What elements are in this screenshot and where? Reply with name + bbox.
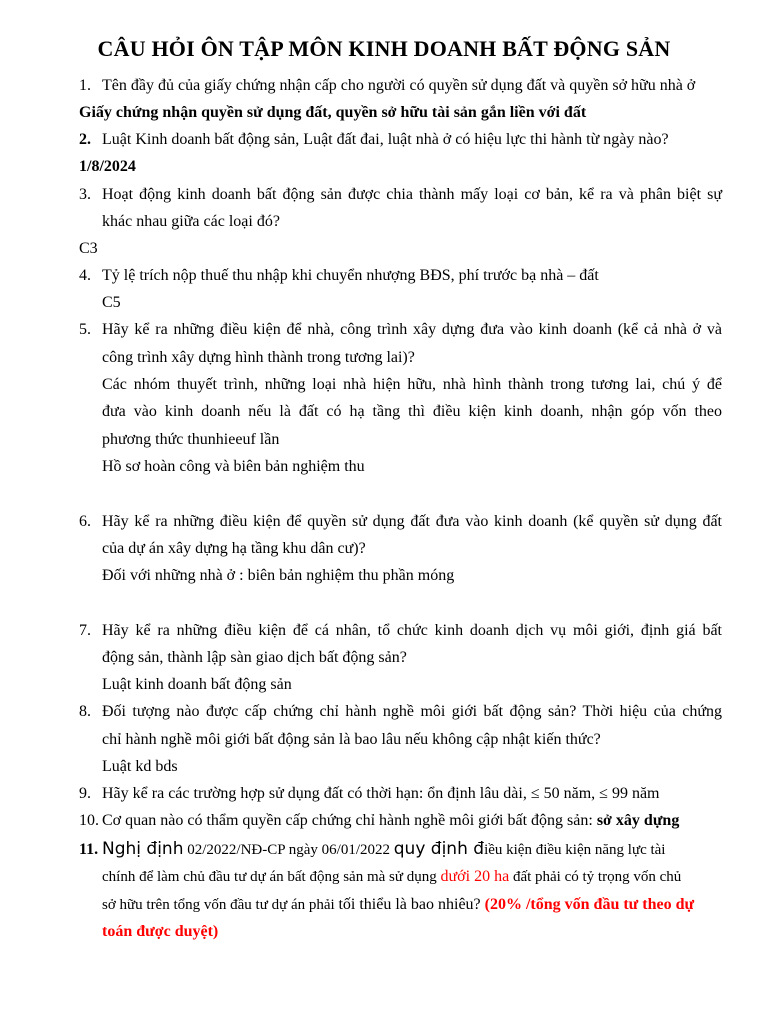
q10-number: 10.: [79, 812, 99, 829]
q7-line-2: động sản, thành lập sàn giao dịch bất động sản?: [102, 649, 407, 666]
q8-line-2: chỉ hành nghề môi giới bất động sản là bao lâu nếu không cập nhật kiến thức?: [102, 731, 601, 748]
q1-answer-a: Giấy chứng nhận quyền sử dụng đất: [79, 104, 328, 121]
q2-text: Luật Kinh doanh bất động sản, Luật đất đai, luật nhà ở có hiệu lực thi hành từ ngày nào?: [102, 131, 669, 148]
q5-answer-4: Hồ sơ hoàn công và biên bản nghiệm thu: [102, 458, 365, 475]
q5-line-2: công trình xây dựng hình thành trong tương lai)?: [102, 349, 415, 366]
q3-line-1: Hoạt động kinh doanh bất động sản được chia thành mấy loại cơ bản, kể ra và phân biệt sự: [102, 186, 722, 203]
q11-line-2-a: chính để làm chủ đầu tư dự án bất động sản mà sử dụng: [102, 869, 441, 885]
q2-number: 2.: [79, 131, 91, 148]
q6-line-2: của dự án xây dựng hạ tầng khu dân cư)?: [102, 540, 366, 557]
page-title: CÂU HỎI ÔN TẬP MÔN KINH DOANH BẤT ĐỘNG SẢN: [97, 36, 671, 61]
q11-number: 11.: [79, 841, 99, 858]
q6-number: 6.: [79, 513, 91, 530]
q1-answer-sep: ,: [327, 104, 336, 121]
q5-number: 5.: [79, 321, 91, 338]
q5-answer-3: phương thức thunhieeuf lần: [102, 431, 280, 448]
q11-regulates: quy định đ: [393, 839, 485, 859]
q1-answer: [79, 103, 586, 123]
q11-line-2-b: đất phải có tỷ trọng vốn chủ: [509, 869, 682, 885]
q9-number: 9.: [79, 785, 91, 802]
q8-line-1: Đối tượng nào được cấp chứng chỉ hành nghề môi giới bất động sản? Thời hiệu của chứng: [102, 703, 722, 720]
q8-answer: Luật kd bds: [102, 758, 178, 775]
q7-answer: Luật kinh doanh bất động sản: [102, 676, 292, 693]
q4-text: Tỷ lệ trích nộp thuế thu nhập khi chuyển nhượng BĐS, phí trước bạ nhà – đất: [102, 267, 599, 284]
q11-line-3-b: tối thiểu là bao nhiêu?: [338, 896, 485, 913]
q5-answer-1: Các nhóm thuyết trình, những loại nhà hiện hữu, nhà hình thành trong tương lai, chú ý để: [102, 376, 722, 393]
q5-answer-2: đưa vào kinh doanh nếu là đất có hạ tầng thì điều kiện kinh doanh, nhận góp vốn theo: [102, 403, 722, 420]
q11-decree-number: 02/2022/NĐ-CP ngày 06/01/2022: [183, 842, 394, 858]
q11-area-highlight: dưới 20 ha: [440, 868, 510, 885]
q4-number: 4.: [79, 267, 91, 284]
q11-answer-part-2: toán được duyệt): [102, 923, 219, 940]
q4-answer: C5: [102, 294, 121, 311]
q11-answer-part-1: (20% /tổng vốn đầu tư theo dự: [484, 896, 695, 913]
q6-answer: Đối với những nhà ở : biên bản nghiệm thu phần móng: [102, 567, 455, 584]
q11-line-1: [102, 839, 665, 860]
q1-answer-b: quyền sở hữu tài sản gắn liền với đất: [335, 104, 587, 121]
q11-line-3: [102, 895, 694, 915]
q1-text: Tên đầy đủ của giấy chứng nhận cấp cho người có quyền sử dụng đất và quyền sở hữu nhà ở: [102, 77, 696, 94]
q10-answer: sở xây dựng: [596, 812, 680, 829]
q11-line-2: [102, 867, 681, 887]
q9-text: Hãy kể ra các trường hợp sử dụng đất có thời hạn: ổn định lâu dài, ≤ 50 năm, ≤ 99 năm: [102, 785, 660, 802]
q11-line-1-rest: iều kiện điều kiện năng lực tài: [484, 842, 666, 858]
q3-line-2: khác nhau giữa các loại đó?: [102, 213, 280, 230]
q11-decree-label: Nghị định: [102, 839, 184, 859]
q3-number: 3.: [79, 186, 91, 203]
q2-answer: 1/8/2024: [79, 158, 136, 175]
q10-question: Cơ quan nào có thẩm quyền cấp chứng chỉ hành nghề môi giới bất động sản:: [102, 812, 597, 829]
q3-answer: C3: [79, 240, 98, 257]
q6-line-1: Hãy kể ra những điều kiện để quyền sử dụng đất đưa vào kinh doanh (kể quyền sử dụng đất: [102, 513, 722, 530]
q5-line-1: Hãy kể ra những điều kiện để nhà, công trình xây dựng đưa vào kinh doanh (kể cả nhà ở và: [102, 321, 722, 338]
q7-number: 7.: [79, 622, 91, 639]
q7-line-1: Hãy kể ra những điều kiện để cá nhân, tổ chức kinh doanh dịch vụ môi giới, định giá bất: [102, 622, 722, 639]
q8-number: 8.: [79, 703, 91, 720]
q1-number: 1.: [79, 77, 91, 94]
q11-line-3-a: sở hữu trên tổng vốn đầu tư dự án phải: [102, 897, 339, 913]
q10-text: [102, 811, 679, 831]
